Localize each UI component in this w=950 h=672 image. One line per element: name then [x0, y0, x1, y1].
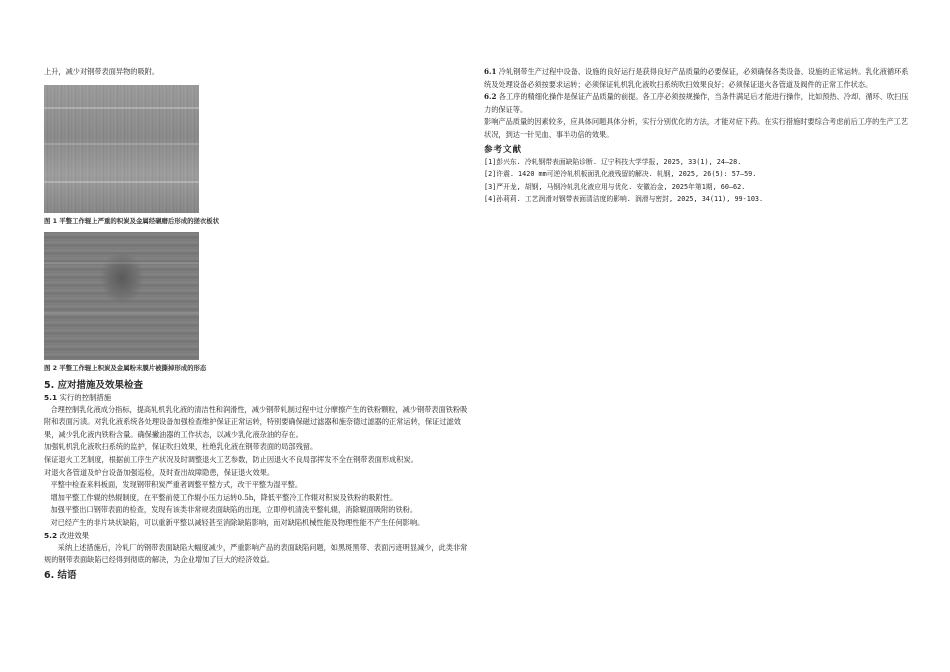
figure-1-caption: 图 1 平整工作辊上严重的积炭及金属经碾磨后形成的搓衣板状	[44, 216, 220, 225]
reference-item: [3]严开龙, 胡钢, 马钢冷轧乳化液应用与优化. 安徽冶金, 2025年第1期, 60—62.	[484, 182, 746, 191]
figure-1-photo	[44, 85, 199, 213]
references-heading: 参考文献	[484, 144, 523, 155]
conclusion-6-2	[484, 91, 910, 116]
intro-line: 上升，减少对钢带表面异物的吸附。	[44, 67, 160, 76]
right-column	[484, 66, 910, 206]
reference-item: [1]彭兴东. 冷轧钢带表面缺陷诊断. 辽宁科技大学学报, 2025, 33(1), 24—28.	[484, 157, 742, 166]
measure-paragraph: 对退火各管道及炉台设备加强巡检，及时查出故障隐患，保证退火效果。	[44, 467, 275, 477]
figure-2-photo	[44, 232, 199, 360]
conclusion-6-2-number: 6.2	[484, 92, 497, 102]
conclusion-6-3: 影响产品质量的因素较多，应具体问题具体分析，实行分别优化的方法，才能对症下药。在实行措施时要综合考虑前后工序的生产工艺状况，到达一针见血、事半功倍的效果。	[484, 117, 909, 139]
measure-paragraph: 加强平整出口钢带表面的检查，发现有该类非常规表面缺陷的出现，立即停机清洗平整轧辊，消除辊面吸附的铁粉。	[50, 505, 418, 515]
measure-paragraph: 对已经产生的非片块状缺陷，可以重新平整以减轻甚至消除缺陷影响，而对缺陷机械性能及物理性能不产生任何影响。	[50, 517, 425, 527]
measure-paragraph: 加强轧机乳化液吹扫系统的监护，保证吹扫效果，杜绝乳化液在钢带表面的局部残留。	[44, 442, 318, 452]
section-6-heading: 6. 结语	[44, 569, 77, 581]
section-5-2-title: 改进效果	[57, 530, 90, 540]
section-5-1-number: 5.1	[44, 392, 58, 402]
reference-item: [4]孙莉莉. 工艺润滑对钢带表面清洁度的影响. 润滑与密封, 2025, 34(11), 99-103.	[484, 195, 764, 204]
conclusion-6-1	[484, 66, 910, 91]
section-5-1-heading	[44, 392, 474, 404]
reference-item: [2]许震. 1420 mm可逆冷轧机板面乳化液残留的解决. 轧钢, 2025, 26(5): 57—59.	[484, 170, 757, 179]
measure-paragraph: 增加平整工作辊的热辊制度，在平整前使工作辊小压力运转0.5h，降低平整冷工作辊对积炭及铁粉的吸附性。	[50, 492, 398, 502]
conclusion-6-1-number: 6.1	[484, 67, 497, 76]
measure-paragraph: 平整中检查来料板面，发现钢带积炭严重者调整平整方式，改干平整为湿平整。	[50, 480, 303, 490]
section-5-1-title: 实行的控制措施	[57, 392, 112, 402]
conclusion-6-2-text: 各工序的精细化操作是保证产品质量的前提。各工序必须按规操作，当条件满足后才能进行操作，比如预热、冷却、循环、吹扫压力的保证等。	[484, 92, 909, 114]
section-5-2-heading	[44, 530, 474, 542]
effect-paragraph: 采纳上述措施后，冷轧厂的钢带表面缺陷大幅度减少，严重影响产品的表面缺陷问题，如黑斑黑带、表面污迹明显减少，此类非常规的钢带表面缺陷已经得到彻底的解决，为企业增加了巨大的经济效益。	[44, 542, 468, 565]
conclusion-6-1-text: 冷轧钢带生产过程中设备、设施的良好运行是获得良好产品质量的必要保证，必须确保各类设备、设施的正常运转。乳化液循环系统及处理设备必须按要求运转；必须保证轧机乳化液吹扫系统吹扫效果良好；必须保证退火各管道及阀件的正常工作状态。	[484, 67, 909, 89]
measure-paragraph: 合理控制乳化液成分指标，提高轧机乳化液的清洁性和润滑性，减少钢带轧制过程中过分摩擦产生的铁粉颗粒，减少钢带表面铁粉吸附和表面污渍。对乳化液系统各处理设备加强检查维护保证正常运转，特别要确保磁过滤器和施奈德过滤器的正常运转，保证过滤效果，减少乳化液内铁粉含量。确保撇油器的工作状态，以减少乳化液杂油的存在。	[44, 404, 468, 439]
figure-2-caption: 图 2 平整工作辊上积炭及金属粉末膜片被撕掉形成的形态	[44, 363, 207, 372]
section-5-2-number: 5.2	[44, 530, 58, 540]
section-5-heading: 5. 应对措施及效果检查	[44, 379, 144, 391]
left-column	[44, 66, 474, 582]
measure-paragraph: 保证退火工艺制度，根据前工序生产状况及时调整退火工艺参数，防止因退火不良局部挥发不全在钢带表面形成积炭。	[44, 454, 418, 464]
